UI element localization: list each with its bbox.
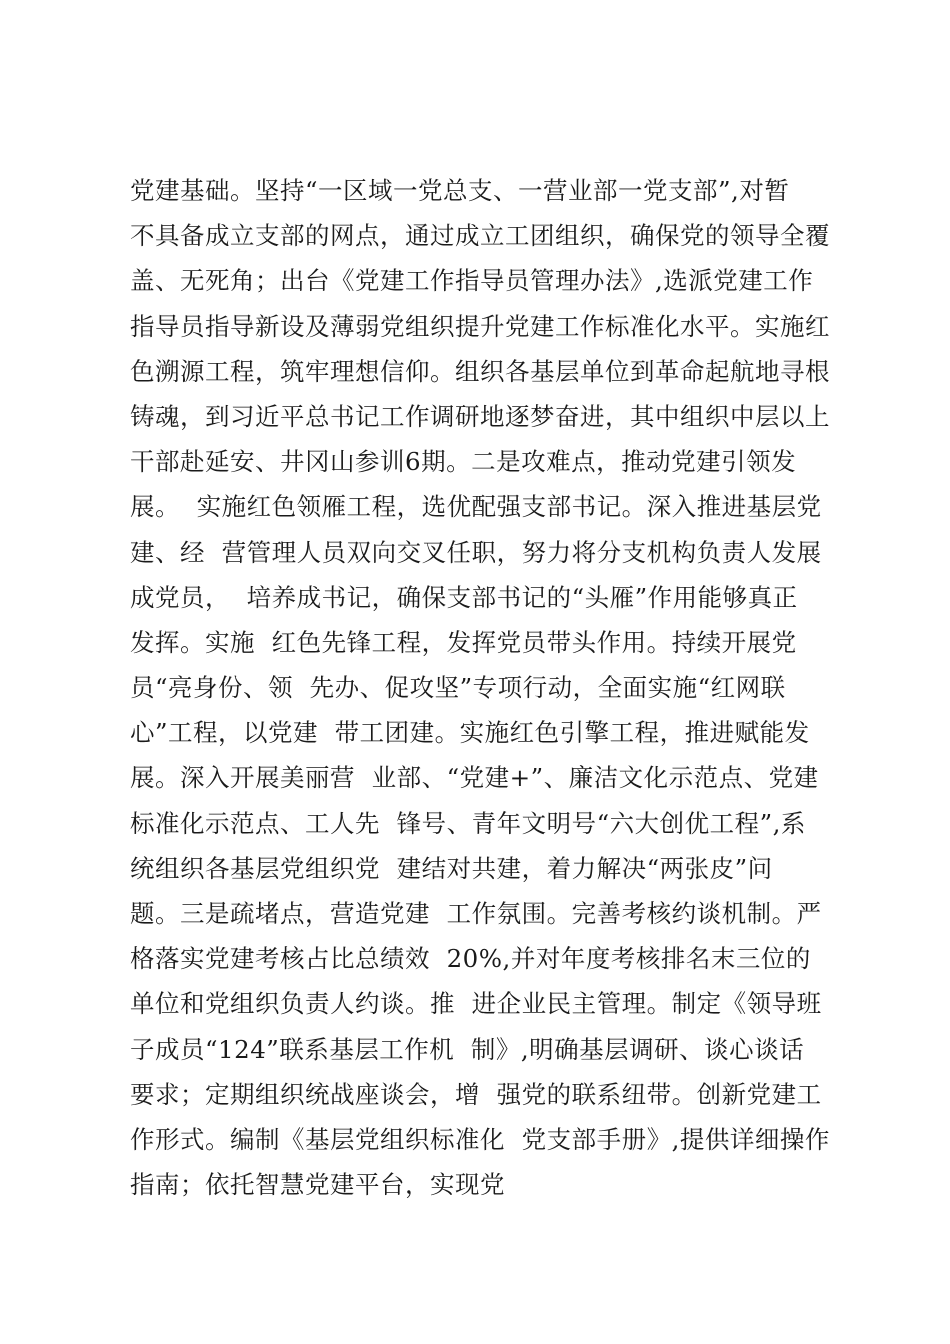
text-line: 展。 实施红色领雁工程，选优配强支部书记。深入推进基层党 xyxy=(130,492,822,522)
text-line: 不具备成立支部的网点，通过成立工团组织，确保党的领导全覆 xyxy=(130,221,830,251)
text-line: 指导员指导新设及薄弱党组织提升党建工作标准化水平。实施红 xyxy=(130,311,830,341)
text-line: 指南；依托智慧党建平台，实现党 xyxy=(130,1170,505,1200)
text-line: 展。深入开展美丽营 业部、“党建+”、廉洁文化示范点、党建 xyxy=(130,763,819,793)
text-line: 单位和党组织负责人约谈。推 进企业民主管理。制定《领导班 xyxy=(130,989,822,1019)
text-line: 题。三是疏堵点，营造党建 工作氛围。完善考核约谈机制。严 xyxy=(130,899,822,928)
text-line: 统组织各基层党组织党 建结对共建，着力解决“两张皮”问 xyxy=(130,853,773,883)
body-text xyxy=(130,168,850,1207)
text-line: 建、经 营管理人员双向交叉任职，努力将分支机构负责人发展 xyxy=(130,537,822,567)
text-line: 员“亮身份、领 先办、促攻坚”专项行动，全面实施“红网联 xyxy=(130,673,786,703)
text-line: 铸魂，到习近平总书记工作调研地逐梦奋进，其中组织中层以上 xyxy=(130,401,830,431)
text-line: 成党员， 培养成书记，确保支部书记的“头雁”作用能够真正 xyxy=(130,582,798,612)
text-line: 盖、无死角；出台《党建工作指导员管理办法》,选派党建工作 xyxy=(130,266,814,296)
text-line: 色溯源工程，筑牢理想信仰。组织各基层单位到革命起航地寻根 xyxy=(130,356,830,386)
text-line: 发挥。实施 红色先锋工程，发挥党员带头作用。持续开展党 xyxy=(130,627,797,657)
text-line: 要求；定期组织统战座谈会，增 强党的联系纽带。创新党建工 xyxy=(130,1079,822,1109)
text-line: 党建基础。坚持“一区域一党总支、一营业部一党支部”,对暂 xyxy=(130,176,790,205)
text-line: 干部赴延安、井冈山参训6期。二是攻难点，推动党建引领发 xyxy=(130,447,797,477)
text-line: 格落实党建考核占比总绩效 20%,并对年度考核排名末三位的 xyxy=(130,944,811,974)
text-line: 作形式。编制《基层党组织标准化 党支部手册》,提供详细操作 xyxy=(130,1124,830,1154)
text-line: 标准化示范点、工人先 锋号、青年文明号“六大创优工程”,系 xyxy=(130,808,806,838)
text-line: 子成员“124”联系基层工作机 制》,明确基层调研、谈心谈话 xyxy=(130,1034,805,1064)
text-line: 心”工程，以党建 带工团建。实施红色引擎工程，推进赋能发 xyxy=(130,718,810,748)
